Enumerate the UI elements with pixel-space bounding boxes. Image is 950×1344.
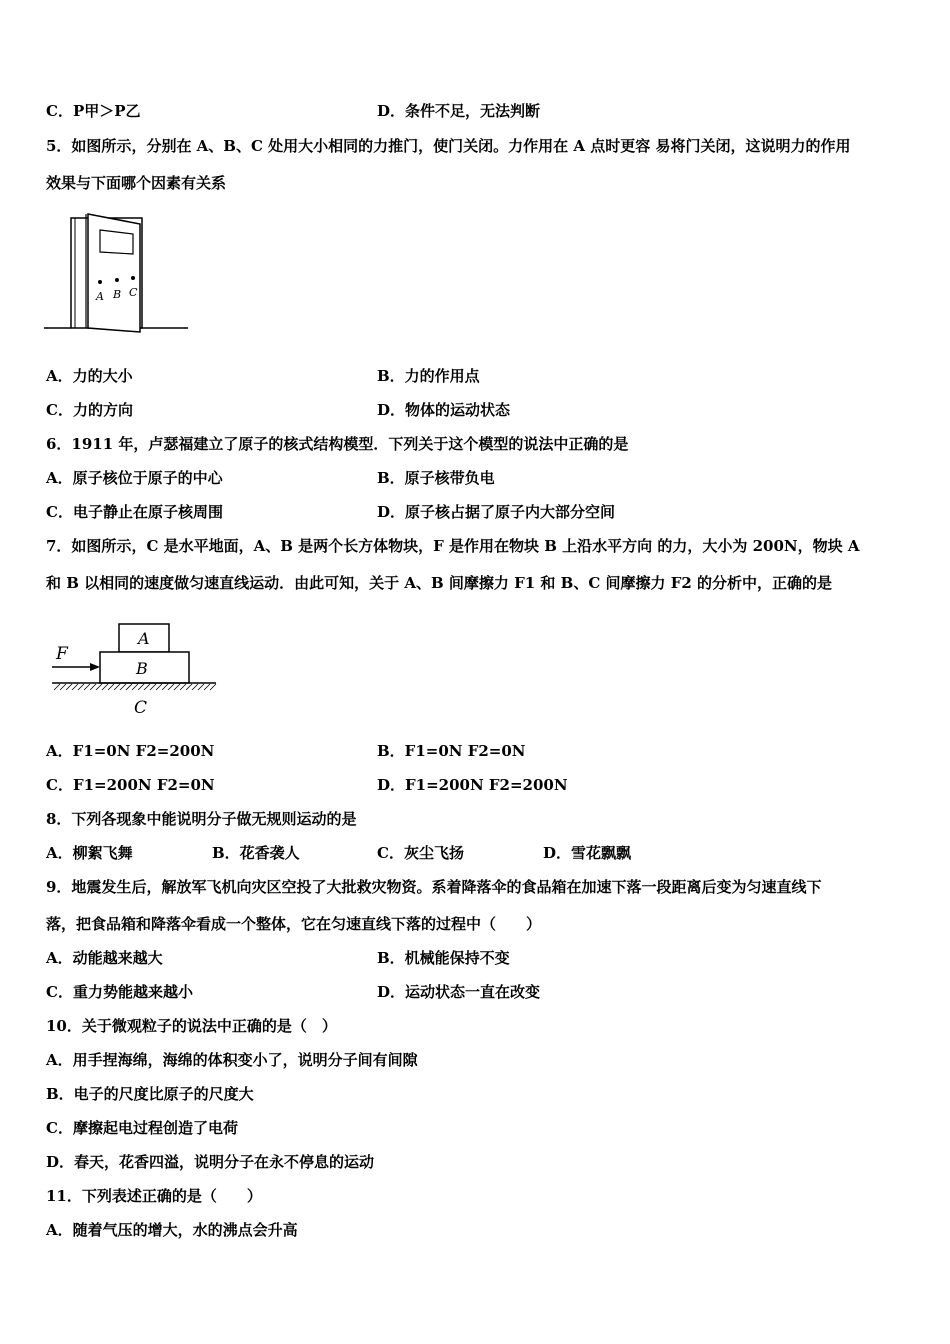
q10-option-c: C．摩擦起电过程创造了电荷 — [46, 1119, 238, 1137]
q5-stem-line2: 效果与下面哪个因素有关系 — [46, 174, 227, 192]
q10-option-d: D．春天，花香四溢，说明分子在永不停息的运动 — [46, 1153, 375, 1171]
q9-stem-line2: 落，把食品箱和降落伞看成一个整体，它在匀速直线下落的过程中（ ） — [46, 915, 542, 933]
label-block-b: B — [136, 659, 148, 678]
q11-stem: 11．下列表述正确的是（ ） — [46, 1187, 262, 1205]
q10-option-b: B．电子的尺度比原子的尺度大 — [46, 1085, 254, 1103]
blocks-figure — [46, 620, 220, 718]
q7-stem-line2: 和 B 以相同的速度做匀速直线运动．由此可知，关于 A、B 间摩擦力 F1 和 B、C 间摩擦力 F2 的分析中，正确的是 — [46, 574, 833, 592]
force-arrow-head — [90, 663, 100, 671]
q8-option-c: C．灰尘飞扬 — [377, 844, 464, 862]
q9-option-c: C．重力势能越来越小 — [46, 983, 193, 1001]
q8-option-d: D．雪花飘飘 — [543, 844, 632, 862]
point-a-dot — [98, 280, 102, 284]
label-a: A — [96, 290, 104, 303]
q5-stem-line1: 5．如图所示，分别在 A、B、C 处用大小相同的力推门，使门关闭。力作用在 A 点时更容 易将门关闭，这说明力的作用 — [46, 137, 851, 155]
q6-option-a: A．原子核位于原子的中心 — [46, 469, 223, 487]
q7-option-a: A．F1=0N F2=200N — [46, 742, 215, 760]
q8-stem: 8．下列各现象中能说明分子做无规则运动的是 — [46, 810, 357, 828]
q9-option-d: D．运动状态一直在改变 — [377, 983, 541, 1001]
q7-option-d: D．F1=200N F2=200N — [377, 776, 568, 794]
label-ground-c: C — [134, 698, 148, 718]
ground-hatching — [54, 684, 216, 690]
q4-option-c: C．P甲＞P乙 — [46, 102, 141, 120]
q6-stem: 6．1911 年，卢瑟福建立了原子的核式结构模型．下列关于这个模型的说法中正确的是 — [46, 435, 629, 453]
door-figure — [44, 212, 190, 334]
q11-option-a: A．随着气压的增大，水的沸点会升高 — [46, 1221, 298, 1239]
label-b: B — [113, 288, 122, 301]
q9-option-a: A．动能越来越大 — [46, 949, 163, 967]
q7-option-b: B．F1=0N F2=0N — [377, 742, 526, 760]
q5-option-b: B．力的作用点 — [377, 367, 480, 385]
q5-option-d: D．物体的运动状态 — [377, 401, 511, 419]
label-f: F — [56, 644, 68, 664]
q5-option-c: C．力的方向 — [46, 401, 133, 419]
q9-stem-line1: 9．地震发生后，解放军飞机向灾区空投了大批救灾物资。系着降落伞的食品箱在加速下落一段距离后变为匀速直线下 — [46, 878, 822, 896]
q5-option-a: A．力的大小 — [46, 367, 133, 385]
q4-option-d: D．条件不足，无法判断 — [377, 102, 541, 120]
q6-option-d: D．原子核占据了原子内大部分空间 — [377, 503, 616, 521]
q7-stem-line1: 7．如图所示，C 是水平地面，A、B 是两个长方体物块，F 是作用在物块 B 上沿水平方向 的力，大小为 200N，物块 A — [46, 537, 860, 555]
label-c: C — [129, 286, 138, 299]
point-b-dot — [115, 278, 119, 282]
q8-option-b: B．花香袭人 — [212, 844, 300, 862]
q6-option-b: B．原子核带负电 — [377, 469, 495, 487]
q10-option-a: A．用手捏海绵，海绵的体积变小了，说明分子间有间隙 — [46, 1051, 418, 1069]
q10-stem: 10．关于微观粒子的说法中正确的是（ ） — [46, 1017, 337, 1035]
point-c-dot — [131, 276, 135, 280]
q7-option-c: C．F1=200N F2=0N — [46, 776, 215, 794]
label-block-a: A — [138, 629, 150, 648]
q9-option-b: B．机械能保持不变 — [377, 949, 510, 967]
q8-option-a: A．柳絮飞舞 — [46, 844, 133, 862]
q6-option-c: C．电子静止在原子核周围 — [46, 503, 223, 521]
